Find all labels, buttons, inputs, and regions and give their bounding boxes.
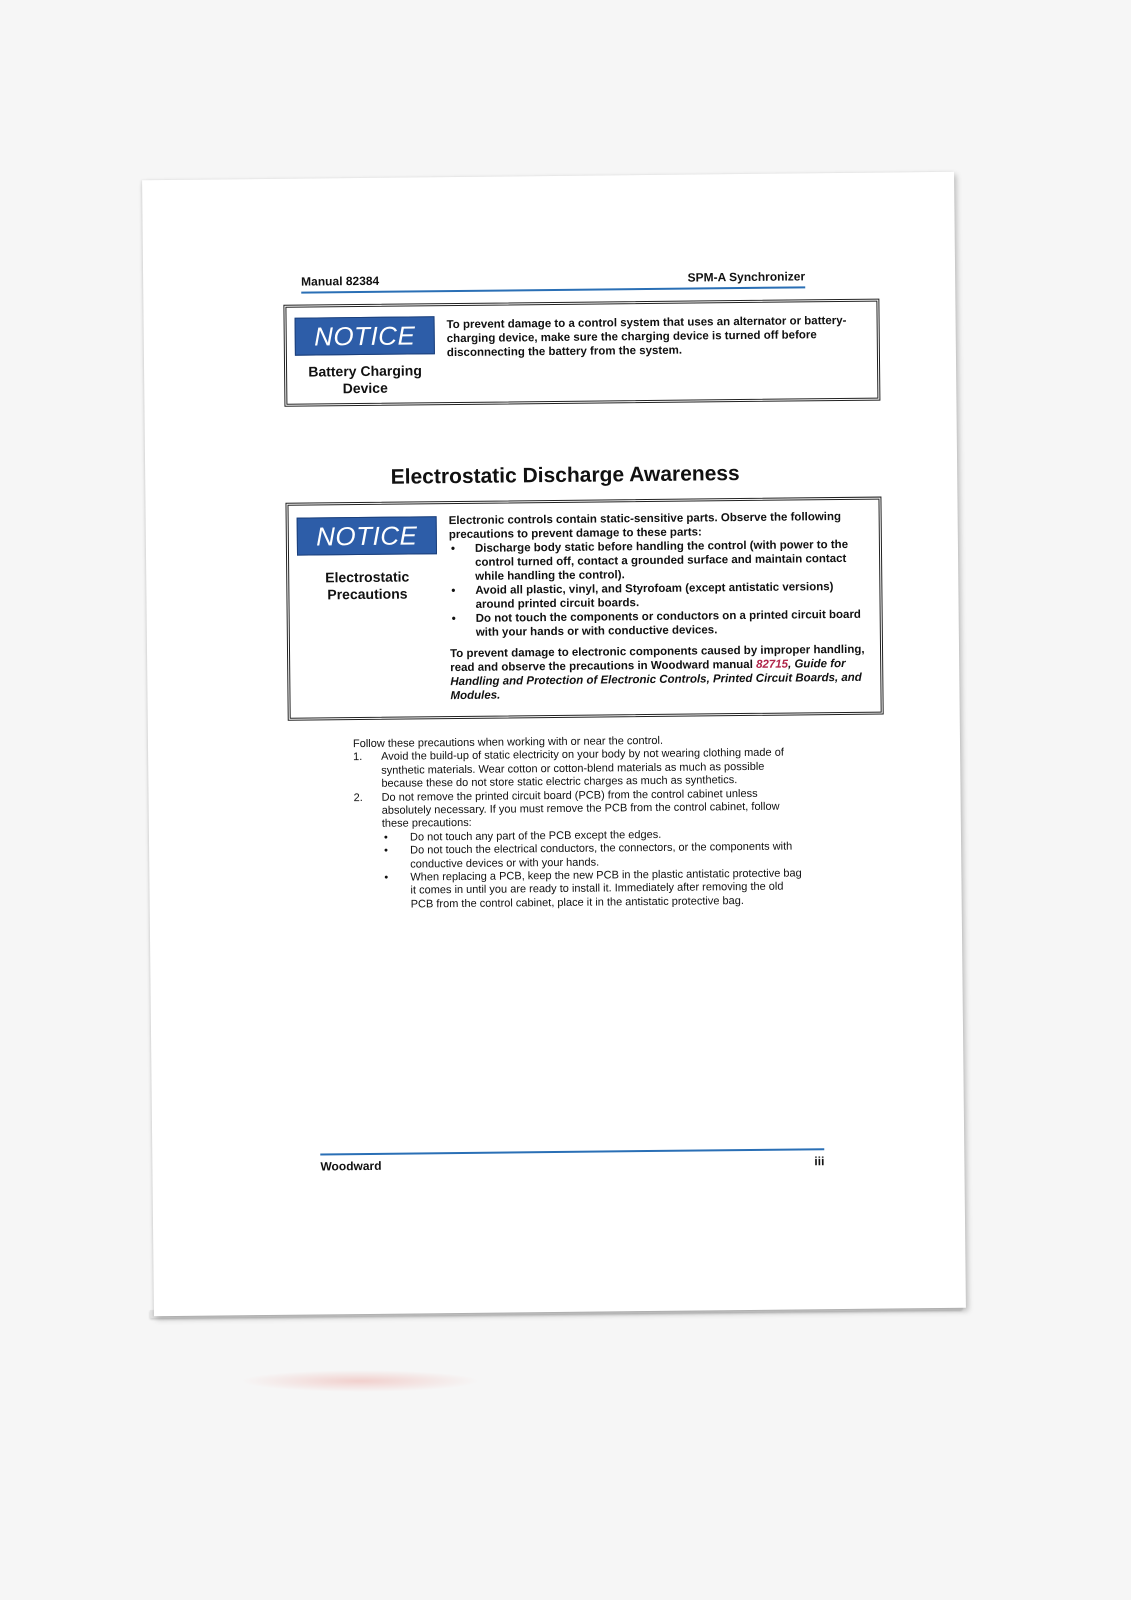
item-number: 1. — [353, 751, 363, 764]
precautions-list — [353, 747, 805, 913]
precautions-intro: Follow these precautions when working with or near the control. — [352, 734, 664, 751]
page-number: iii — [814, 1154, 825, 1169]
notice-battery-charging — [283, 299, 880, 407]
notice-bullet-list — [449, 538, 872, 640]
reference-prefix: To prevent damage to electronic components caused by improper handling, read and observe the precautions in Woodward manual — [449, 643, 865, 675]
manual-number: Manual 82384 — [301, 273, 380, 289]
notice-reference — [450, 643, 873, 703]
notice-bullet: • Do not touch the components or conductors on a printed circuit board with your hands or with conductive devices. — [476, 608, 872, 640]
item-number: 2. — [353, 791, 363, 804]
precaution-item — [353, 747, 803, 792]
notice-bullet: • Discharge body static before handling the control (with power to the control turned off, contact a grounded surface and maintain contact while handling the control). — [475, 538, 871, 584]
paper-stain — [240, 1370, 480, 1392]
page-footer — [320, 1148, 824, 1173]
pcb-precaution: • Do not touch the electrical conductors, the connectors, or the components with conductive devices or with your hands. — [410, 841, 804, 872]
precaution-item — [353, 787, 804, 912]
notice-body: To prevent damage to a control system that uses an alternator or battery-charging device, make sure the charging device is turned off before disconnecting the battery from the system. — [446, 314, 847, 360]
reference-manual-link[interactable]: 82715 — [756, 658, 789, 671]
page-content — [142, 172, 954, 1174]
pcb-precaution: • Do not touch any part of the PCB except the edges. — [410, 827, 804, 845]
notice-electrostatic — [285, 497, 883, 721]
notice-badge: NOTICE — [295, 316, 435, 355]
page-header — [301, 266, 805, 293]
notice-intro: Electronic controls contain static-sensitive parts. Observe the following precautions to prevent damage to these parts: — [448, 510, 842, 542]
notice-badge: NOTICE — [297, 516, 437, 555]
pcb-precautions-list — [382, 827, 805, 912]
pcb-precaution: • When replacing a PCB, keep the new PCB in the plastic antistatic protective bag it comes in until you are ready to install it. Immediately after removing the old PCB from the control cabinet, place it in the antistatic protective bag. — [410, 867, 804, 911]
footer-company: Woodward — [320, 1158, 382, 1174]
notice-bullet: • Avoid all plastic, vinyl, and Styrofoam (except antistatic versions) around printed circuit boards. — [475, 580, 871, 612]
notice-label — [297, 516, 438, 603]
notice-caption: Electrostatic Precautions — [325, 568, 410, 603]
item-text: Avoid the build-up of static electricity on your body by not wearing clothing made of synthetic materials. Wear cotton or cotton-blend materials as much as possible because these do not store static electric charges as much as synthetics. — [381, 747, 784, 791]
notice-caption: Battery Charging Device — [308, 362, 422, 397]
item-text: Do not remove the printed circuit board (PCB) from the control cabinet unless absolutely necessary. If you must remove the PCB from the control cabinet, follow these precautions: — [381, 787, 780, 831]
reference-title: , Guide for Handling and Protection of Electronic Controls, Printed Circuit Boards, and Modules. — [450, 657, 862, 703]
notice-label — [295, 316, 436, 397]
precautions-body — [353, 733, 805, 912]
product-name: SPM-A Synchronizer — [687, 269, 806, 285]
notice-text — [447, 314, 865, 360]
section-title: Electrostatic Discharge Awareness — [390, 462, 740, 489]
notice-text — [449, 510, 873, 703]
document-page — [142, 172, 966, 1316]
